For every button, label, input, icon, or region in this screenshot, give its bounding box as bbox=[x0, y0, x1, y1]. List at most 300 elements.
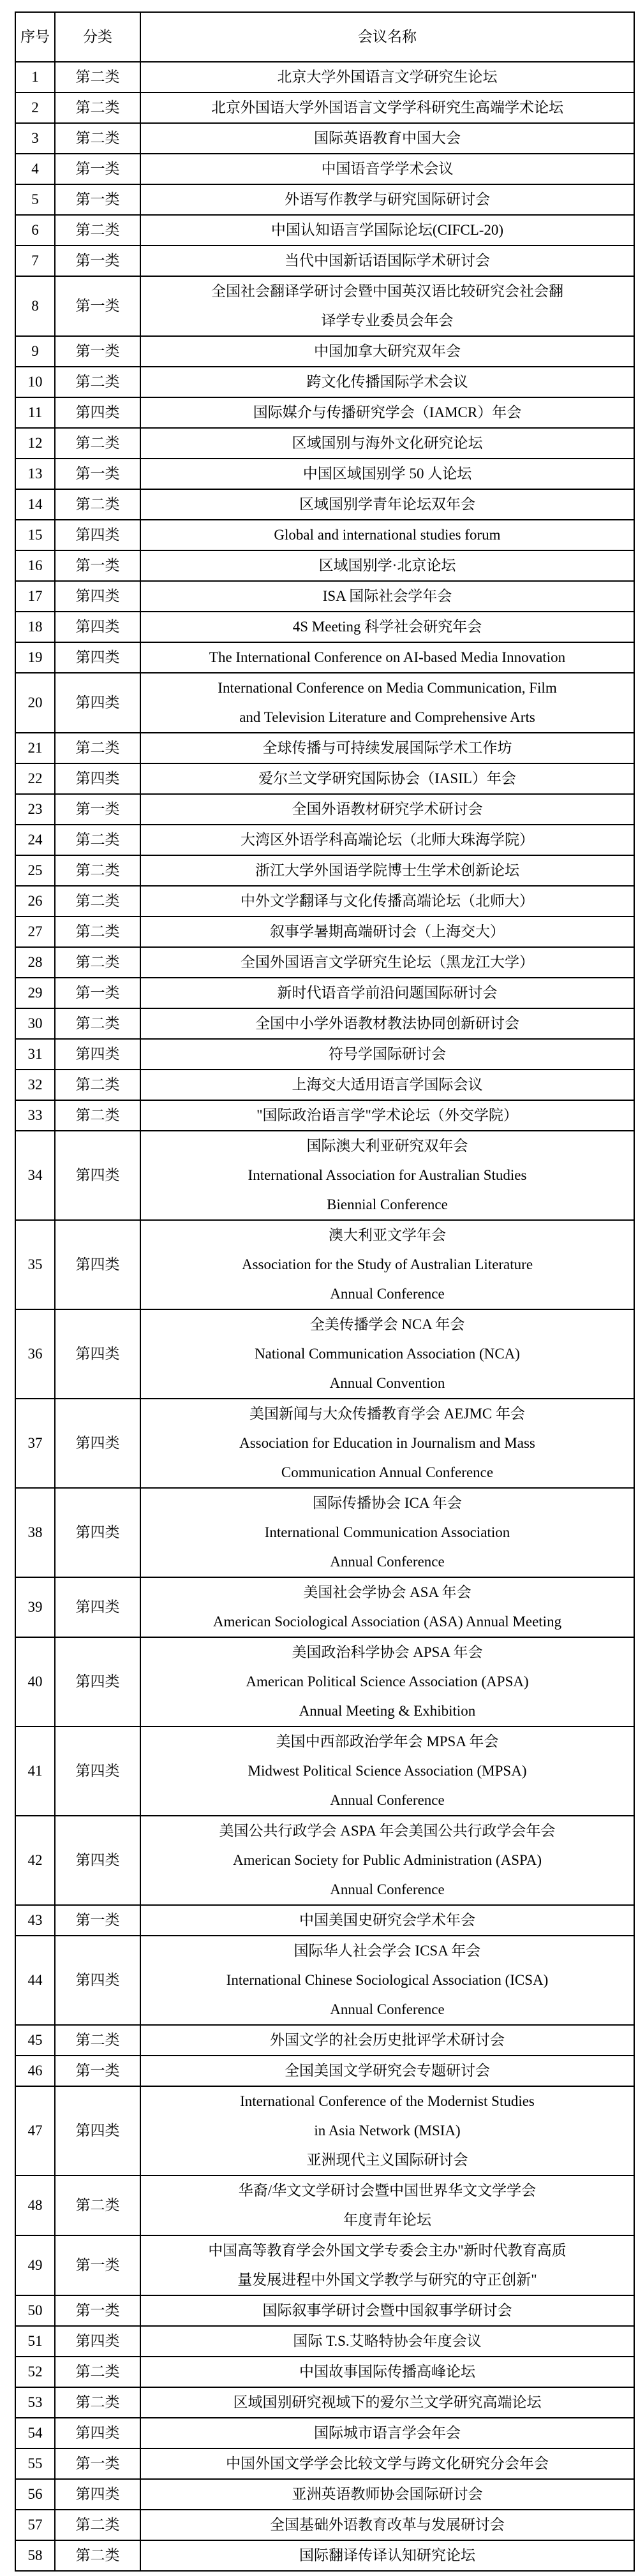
serial-number-cell bbox=[15, 1131, 55, 1220]
serial-number-cell bbox=[15, 2479, 55, 2510]
serial-number-cell bbox=[15, 855, 55, 886]
table-row bbox=[15, 642, 634, 673]
table-row bbox=[15, 581, 634, 612]
cell-text-line: 12 bbox=[27, 435, 43, 451]
cell-text-line: 跨文化传播国际学术会议 bbox=[306, 374, 468, 390]
cell-text-line: International Communication Association bbox=[264, 1524, 510, 1540]
conference-name-cell bbox=[140, 1131, 634, 1220]
cell-text-line: 中国区域国别学 50 人论坛 bbox=[302, 466, 472, 482]
cell-text-line: ISA 国际社会学年会 bbox=[322, 588, 452, 604]
serial-number-cell bbox=[15, 123, 55, 154]
cell-text-line: 全美传播学会 NCA 年会 bbox=[309, 1316, 465, 1332]
table-row bbox=[15, 612, 634, 642]
conference-name-cell bbox=[140, 2357, 634, 2387]
conference-table-container bbox=[15, 11, 634, 2572]
table-row bbox=[15, 1399, 634, 1488]
conference-name-cell bbox=[140, 215, 634, 246]
cell-text-line: 50 bbox=[27, 2302, 43, 2318]
cell-text-line: 量发展进程中外国文学教学与研究的守正创新" bbox=[237, 2272, 537, 2288]
cell-text-line: 新时代语音学前沿问题国际研讨会 bbox=[277, 985, 498, 1001]
cell-text-line: 第四类 bbox=[75, 527, 120, 543]
cell-text-line: 国际媒介与传播研究学会（IAMCR）年会 bbox=[253, 404, 522, 420]
conference-name-cell bbox=[140, 947, 634, 978]
serial-number-cell bbox=[15, 1399, 55, 1488]
cell-text-line: 47 bbox=[27, 2123, 43, 2138]
serial-number-cell bbox=[15, 2418, 55, 2448]
table-row bbox=[15, 733, 634, 763]
serial-number-cell bbox=[15, 397, 55, 428]
cell-text-line: 53 bbox=[27, 2394, 43, 2410]
cell-text-line: in Asia Network (MSIA) bbox=[314, 2123, 461, 2138]
cell-text-line: 58 bbox=[27, 2547, 43, 2563]
cell-text-line: 第二类 bbox=[75, 2197, 120, 2213]
category-cell bbox=[55, 2326, 140, 2357]
cell-text-line: 全国美国文学研究会专题研讨会 bbox=[285, 2063, 490, 2079]
cell-text-line: 57 bbox=[27, 2517, 43, 2533]
cell-text-line: International Chinese Sociological Association (ICSA) bbox=[226, 1972, 549, 1988]
conference-name-cell bbox=[140, 123, 634, 154]
cell-text-line: 第二类 bbox=[75, 99, 120, 115]
table-row bbox=[15, 1637, 634, 1726]
table-row bbox=[15, 673, 634, 733]
cell-text-line: 5 bbox=[31, 191, 39, 207]
serial-number-cell bbox=[15, 1637, 55, 1726]
cell-text-line: 第四类 bbox=[75, 1167, 120, 1183]
conference-name-cell bbox=[140, 2086, 634, 2175]
table-row bbox=[15, 489, 634, 520]
cell-text-line: 第四类 bbox=[75, 770, 120, 786]
serial-number-cell bbox=[15, 2540, 55, 2571]
table-row bbox=[15, 1488, 634, 1577]
cell-text-line: 第四类 bbox=[75, 2425, 120, 2441]
conference-name-cell bbox=[140, 154, 634, 184]
conference-name-cell bbox=[140, 733, 634, 763]
cell-text-line: 51 bbox=[27, 2333, 43, 2349]
table-row bbox=[15, 2235, 634, 2295]
table-row bbox=[15, 367, 634, 397]
conference-name-cell bbox=[140, 1905, 634, 1936]
cell-text-line: 23 bbox=[27, 801, 43, 817]
serial-number-cell bbox=[15, 2235, 55, 2295]
table-row bbox=[15, 2387, 634, 2418]
cell-text-line: 美国政治科学协会 APSA 年会 bbox=[292, 1644, 483, 1660]
category-cell bbox=[55, 184, 140, 215]
category-cell bbox=[55, 2510, 140, 2540]
cell-text-line: 45 bbox=[27, 2032, 43, 2048]
serial-number-cell bbox=[15, 1008, 55, 1039]
conference-name-cell bbox=[140, 2326, 634, 2357]
table-row bbox=[15, 2448, 634, 2479]
cell-text-line: 第二类 bbox=[75, 2547, 120, 2563]
category-cell bbox=[55, 916, 140, 947]
cell-text-line: 第二类 bbox=[75, 130, 120, 146]
cell-text-line: 24 bbox=[27, 832, 43, 848]
cell-text-line: 2 bbox=[31, 99, 39, 115]
cell-text-line: 42 bbox=[27, 1852, 43, 1868]
conference-name-cell bbox=[140, 978, 634, 1008]
serial-number-cell bbox=[15, 1936, 55, 2025]
category-cell bbox=[55, 2479, 140, 2510]
cell-text-line: 3 bbox=[31, 130, 39, 146]
serial-number-cell bbox=[15, 2357, 55, 2387]
conference-name-cell bbox=[140, 581, 634, 612]
table-row bbox=[15, 1131, 634, 1220]
category-cell bbox=[55, 62, 140, 92]
conference-name-cell bbox=[140, 246, 634, 276]
serial-number-cell bbox=[15, 246, 55, 276]
serial-number-cell bbox=[15, 1309, 55, 1399]
cell-text-line: 11 bbox=[27, 404, 43, 420]
category-cell bbox=[55, 489, 140, 520]
category-cell bbox=[55, 1488, 140, 1577]
category-cell bbox=[55, 673, 140, 733]
cell-text-line: 第四类 bbox=[75, 1346, 120, 1362]
category-cell bbox=[55, 1905, 140, 1936]
conference-name-cell bbox=[140, 62, 634, 92]
column-header-conference-name: 会议名称 bbox=[140, 12, 634, 62]
cell-text-line: 第一类 bbox=[75, 2063, 120, 2079]
cell-text-line: 第二类 bbox=[75, 222, 120, 238]
cell-text-line: 第四类 bbox=[75, 649, 120, 665]
cell-text-line: 41 bbox=[27, 1763, 43, 1779]
cell-text-line: 第四类 bbox=[75, 1256, 120, 1272]
serial-number-cell bbox=[15, 825, 55, 855]
cell-text-line: 当代中国新话语国际学术研讨会 bbox=[285, 253, 490, 269]
category-cell bbox=[55, 733, 140, 763]
conference-name-cell bbox=[140, 2540, 634, 2571]
cell-text-line: 第二类 bbox=[75, 832, 120, 848]
cell-text-line: 第二类 bbox=[75, 924, 120, 939]
cell-text-line: 28 bbox=[27, 954, 43, 970]
category-cell bbox=[55, 520, 140, 550]
category-cell bbox=[55, 1100, 140, 1131]
cell-text-line: 16 bbox=[27, 557, 43, 573]
table-row bbox=[15, 428, 634, 459]
cell-text-line: 区域国别学·北京论坛 bbox=[318, 557, 456, 573]
cell-text-line: "国际政治语言学"学术论坛（外交学院） bbox=[256, 1107, 518, 1123]
conference-name-cell bbox=[140, 2479, 634, 2510]
conference-name-cell bbox=[140, 2387, 634, 2418]
cell-text-line: Annual Conference bbox=[330, 1286, 445, 1302]
table-row bbox=[15, 2025, 634, 2056]
category-cell bbox=[55, 1008, 140, 1039]
cell-text-line: 9 bbox=[31, 343, 39, 359]
serial-number-cell bbox=[15, 215, 55, 246]
serial-number-cell bbox=[15, 367, 55, 397]
serial-number-cell bbox=[15, 154, 55, 184]
cell-text-line: National Communication Association (NCA) bbox=[255, 1346, 520, 1362]
table-row bbox=[15, 397, 634, 428]
conference-name-cell bbox=[140, 642, 634, 673]
cell-text-line: 第二类 bbox=[75, 2032, 120, 2048]
cell-text-line: Biennial Conference bbox=[327, 1196, 448, 1212]
cell-text-line: 1 bbox=[31, 69, 39, 85]
serial-number-cell bbox=[15, 2175, 55, 2235]
table-row bbox=[15, 916, 634, 947]
conference-name-cell bbox=[140, 1008, 634, 1039]
cell-text-line: 第四类 bbox=[75, 1674, 120, 1689]
serial-number-cell bbox=[15, 1488, 55, 1577]
conference-name-cell bbox=[140, 1039, 634, 1070]
serial-number-cell bbox=[15, 916, 55, 947]
serial-number-cell bbox=[15, 947, 55, 978]
cell-text-line: 37 bbox=[27, 1435, 43, 1451]
serial-number-cell bbox=[15, 428, 55, 459]
table-row bbox=[15, 978, 634, 1008]
serial-number-cell bbox=[15, 2295, 55, 2326]
cell-text-line: 第四类 bbox=[75, 2333, 120, 2349]
cell-text-line: 第四类 bbox=[75, 2123, 120, 2138]
table-row bbox=[15, 1726, 634, 1816]
table-row bbox=[15, 2295, 634, 2326]
cell-text-line: 32 bbox=[27, 1077, 43, 1093]
category-cell bbox=[55, 763, 140, 794]
cell-text-line: The International Conference on AI-based Media Innovation bbox=[209, 649, 566, 665]
cell-text-line: 国际叙事学研讨会暨中国叙事学研讨会 bbox=[262, 2302, 512, 2318]
cell-text-line: 年度青年论坛 bbox=[343, 2212, 431, 2228]
conference-name-cell bbox=[140, 763, 634, 794]
table-row bbox=[15, 520, 634, 550]
serial-number-cell bbox=[15, 612, 55, 642]
serial-number-cell bbox=[15, 1220, 55, 1309]
cell-text-line: Annual Conference bbox=[330, 1792, 445, 1808]
category-cell bbox=[55, 154, 140, 184]
table-row bbox=[15, 1577, 634, 1637]
table-row bbox=[15, 276, 634, 336]
cell-text-line: Annual Conference bbox=[330, 1881, 445, 1897]
cell-text-line: 第一类 bbox=[75, 191, 120, 207]
table-row bbox=[15, 2479, 634, 2510]
conference-name-cell bbox=[140, 92, 634, 123]
serial-number-cell bbox=[15, 1100, 55, 1131]
cell-text-line: 全球传播与可持续发展国际学术工作坊 bbox=[262, 740, 512, 756]
cell-text-line: 北京外国语大学外国语言文学学科研究生高端学术论坛 bbox=[211, 99, 563, 115]
conference-name-cell bbox=[140, 1220, 634, 1309]
table-row bbox=[15, 2510, 634, 2540]
cell-text-line: 34 bbox=[27, 1167, 43, 1183]
cell-text-line: 15 bbox=[27, 527, 43, 543]
cell-text-line: 第一类 bbox=[75, 298, 120, 314]
table-row bbox=[15, 763, 634, 794]
table-row bbox=[15, 123, 634, 154]
cell-text-line: 25 bbox=[27, 862, 43, 878]
table-row bbox=[15, 855, 634, 886]
table-row bbox=[15, 1936, 634, 2025]
category-cell bbox=[55, 2086, 140, 2175]
conference-name-cell bbox=[140, 1309, 634, 1399]
cell-text-line: 第一类 bbox=[75, 557, 120, 573]
cell-text-line: 国际澳大利亚研究双年会 bbox=[306, 1138, 468, 1154]
cell-text-line: 国际传播协会 ICA 年会 bbox=[313, 1495, 462, 1511]
cell-text-line: 第一类 bbox=[75, 161, 120, 177]
serial-number-cell bbox=[15, 459, 55, 489]
cell-text-line: American Sociological Association (ASA) Annual Meeting bbox=[212, 1614, 562, 1630]
cell-text-line: 上海交大适用语言学国际会议 bbox=[292, 1077, 483, 1093]
cell-text-line: 第四类 bbox=[75, 1763, 120, 1779]
table-row bbox=[15, 2540, 634, 2571]
cell-text-line: 20 bbox=[27, 695, 43, 710]
category-cell bbox=[55, 1131, 140, 1220]
cell-text-line: 第一类 bbox=[75, 1912, 120, 1928]
cell-text-line: 第四类 bbox=[75, 404, 120, 420]
conference-name-cell bbox=[140, 2448, 634, 2479]
category-cell bbox=[55, 428, 140, 459]
conference-name-cell bbox=[140, 520, 634, 550]
cell-text-line: 中国故事国际传播高峰论坛 bbox=[299, 2364, 475, 2380]
table-row bbox=[15, 825, 634, 855]
serial-number-cell bbox=[15, 1726, 55, 1816]
column-header-serial-number: 序号 bbox=[15, 12, 55, 62]
category-cell bbox=[55, 886, 140, 916]
conference-name-cell bbox=[140, 397, 634, 428]
cell-text-line: 39 bbox=[27, 1599, 43, 1615]
conference-name-cell bbox=[140, 886, 634, 916]
cell-text-line: 第二类 bbox=[75, 2394, 120, 2410]
cell-text-line: 全国外国语言文学研究生论坛（黑龙江大学） bbox=[241, 954, 534, 970]
table-row bbox=[15, 1100, 634, 1131]
cell-text-line: Communication Annual Conference bbox=[281, 1464, 494, 1480]
cell-text-line: 56 bbox=[27, 2486, 43, 2502]
cell-text-line: Annual Convention bbox=[329, 1375, 445, 1391]
cell-text-line: 中外文学翻译与文化传播高端论坛（北师大） bbox=[241, 893, 534, 909]
serial-number-cell bbox=[15, 794, 55, 825]
category-cell bbox=[55, 1309, 140, 1399]
cell-text-line: 第二类 bbox=[75, 954, 120, 970]
cell-text-line: 浙江大学外国语学院博士生学术创新论坛 bbox=[255, 862, 519, 878]
cell-text-line: Annual Meeting & Exhibition bbox=[299, 1703, 476, 1719]
table-row bbox=[15, 2086, 634, 2175]
cell-text-line: 美国新闻与大众传播教育学会 AEJMC 年会 bbox=[249, 1406, 525, 1422]
serial-number-cell bbox=[15, 763, 55, 794]
cell-text-line: 38 bbox=[27, 1524, 43, 1540]
cell-text-line: 第二类 bbox=[75, 496, 120, 512]
cell-text-line: 18 bbox=[27, 619, 43, 635]
category-cell bbox=[55, 367, 140, 397]
conference-name-cell bbox=[140, 1488, 634, 1577]
table-row bbox=[15, 2357, 634, 2387]
category-cell bbox=[55, 336, 140, 367]
category-cell bbox=[55, 1726, 140, 1816]
category-cell bbox=[55, 2418, 140, 2448]
cell-text-line: 第二类 bbox=[75, 2364, 120, 2380]
category-cell bbox=[55, 855, 140, 886]
cell-text-line: Midwest Political Science Association (MPSA) bbox=[248, 1763, 527, 1779]
cell-text-line: Association for the Study of Australian Literature bbox=[241, 1256, 533, 1272]
cell-text-line: 华裔/华文文学研讨会暨中国世界华文文学学会 bbox=[238, 2182, 537, 2198]
serial-number-cell bbox=[15, 1816, 55, 1905]
serial-number-cell bbox=[15, 1905, 55, 1936]
cell-text-line: 国际 T.S.艾略特协会年度会议 bbox=[293, 2333, 482, 2349]
conference-name-cell bbox=[140, 1577, 634, 1637]
cell-text-line: 美国公共行政学会 ASPA 年会美国公共行政学会年会 bbox=[219, 1823, 556, 1839]
serial-number-cell bbox=[15, 92, 55, 123]
cell-text-line: 26 bbox=[27, 893, 43, 909]
serial-number-cell bbox=[15, 2086, 55, 2175]
cell-text-line: 14 bbox=[27, 496, 43, 512]
cell-text-line: 31 bbox=[27, 1046, 43, 1062]
cell-text-line: 4S Meeting 科学社会研究年会 bbox=[292, 619, 482, 635]
conference-name-cell bbox=[140, 612, 634, 642]
cell-text-line: 国际华人社会学会 ICSA 年会 bbox=[293, 1943, 481, 1959]
cell-text-line: 49 bbox=[27, 2257, 43, 2273]
category-cell bbox=[55, 2056, 140, 2086]
category-cell bbox=[55, 1220, 140, 1309]
category-cell bbox=[55, 397, 140, 428]
conference-name-cell bbox=[140, 855, 634, 886]
cell-text-line: and Television Literature and Comprehensive Arts bbox=[239, 709, 535, 725]
conference-name-cell bbox=[140, 336, 634, 367]
category-cell bbox=[55, 612, 140, 642]
cell-text-line: 35 bbox=[27, 1256, 43, 1272]
cell-text-line: 第一类 bbox=[75, 801, 120, 817]
cell-text-line: International Conference of the Modernist Studies bbox=[240, 2093, 535, 2109]
cell-text-line: Association for Education in Journalism and Mass bbox=[239, 1435, 535, 1451]
cell-text-line: 30 bbox=[27, 1015, 43, 1031]
serial-number-cell bbox=[15, 184, 55, 215]
cell-text-line: 4 bbox=[31, 161, 39, 177]
cell-text-line: 第四类 bbox=[75, 619, 120, 635]
category-cell bbox=[55, 794, 140, 825]
cell-text-line: 17 bbox=[27, 588, 43, 604]
serial-number-cell bbox=[15, 1070, 55, 1100]
cell-text-line: 第四类 bbox=[75, 1524, 120, 1540]
cell-text-line: 52 bbox=[27, 2364, 43, 2380]
table-row bbox=[15, 1070, 634, 1100]
cell-text-line: 第四类 bbox=[75, 695, 120, 710]
cell-text-line: 29 bbox=[27, 985, 43, 1001]
cell-text-line: 中国加拿大研究双年会 bbox=[314, 343, 461, 359]
category-cell bbox=[55, 215, 140, 246]
table-header bbox=[15, 12, 634, 62]
cell-text-line: 区域国别与海外文化研究论坛 bbox=[292, 435, 483, 451]
cell-text-line: Annual Conference bbox=[330, 1554, 445, 1570]
table-row bbox=[15, 92, 634, 123]
cell-text-line: 外国文学的社会历史批评学术研讨会 bbox=[270, 2032, 505, 2048]
cell-text-line: 第一类 bbox=[75, 2257, 120, 2273]
cell-text-line: 13 bbox=[27, 466, 43, 482]
cell-text-line: 中国外国文学学会比较文学与跨文化研究分会年会 bbox=[226, 2455, 549, 2471]
cell-text-line: 全国中小学外语教材教法协同创新研讨会 bbox=[255, 1015, 519, 1031]
table-row bbox=[15, 2418, 634, 2448]
table-row bbox=[15, 2056, 634, 2086]
category-cell bbox=[55, 246, 140, 276]
serial-number-cell bbox=[15, 2387, 55, 2418]
category-cell bbox=[55, 2387, 140, 2418]
table-row bbox=[15, 62, 634, 92]
cell-text-line: 48 bbox=[27, 2197, 43, 2213]
category-cell bbox=[55, 2448, 140, 2479]
category-cell bbox=[55, 459, 140, 489]
cell-text-line: 第一类 bbox=[75, 2302, 120, 2318]
category-cell bbox=[55, 2175, 140, 2235]
cell-text-line: 第四类 bbox=[75, 1852, 120, 1868]
serial-number-cell bbox=[15, 1039, 55, 1070]
cell-text-line: 亚洲英语教师协会国际研讨会 bbox=[292, 2486, 483, 2502]
cell-text-line: 19 bbox=[27, 649, 43, 665]
conference-name-cell bbox=[140, 2295, 634, 2326]
cell-text-line: 第一类 bbox=[75, 466, 120, 482]
cell-text-line: 第四类 bbox=[75, 2486, 120, 2502]
table-row bbox=[15, 1905, 634, 1936]
category-cell bbox=[55, 2357, 140, 2387]
serial-number-cell bbox=[15, 733, 55, 763]
cell-text-line: 21 bbox=[27, 740, 43, 756]
category-cell bbox=[55, 581, 140, 612]
category-cell bbox=[55, 2540, 140, 2571]
cell-text-line: 10 bbox=[27, 374, 43, 390]
serial-number-cell bbox=[15, 581, 55, 612]
conference-name-cell bbox=[140, 459, 634, 489]
